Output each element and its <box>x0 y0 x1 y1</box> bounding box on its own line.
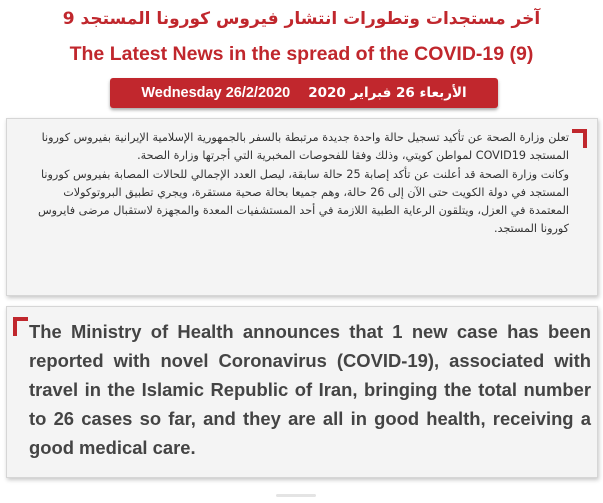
corner-bracket-icon <box>13 317 28 336</box>
corner-bracket-icon <box>572 129 587 148</box>
footer-divider <box>276 494 316 497</box>
date-banner <box>110 78 498 108</box>
arabic-announcement-box <box>6 118 598 296</box>
title-english: The Latest News in the spread of the COVID-19 (9) <box>69 43 534 65</box>
arabic-paragraph-1: تعلن وزارة الصحة عن تأكيد تسجيل حالة واحدة جديدة مرتبطة بالسفر بالجمهورية الإسلامية الإيرانية بفيروس كورونا المستجد COVID19 لمواطن كويتي، وذلك وفقا للفحوصات المخبرية التي أجرتها وزارة الصحة. <box>41 131 569 163</box>
arabic-announcement-text <box>21 129 569 239</box>
arabic-paragraph-2: وكانت وزارة الصحة قد أعلنت عن تأكد إصابة 25 حالة سابقة، ليصل العدد الإجمالي للحالات المصابة بفيروس كورونا المستجد في دولة الكويت حتى الآن إلى 26 حالة، وهم جميعا بحالة صحية مستقرة، ويجري تطبيق البروتوكولات المعتمدة في العزل، ويتلقون الرعاية الطبية اللازمة في أحد المستشفيات المعدة والمجهزة لاستقبال مرضى فايروس كورونا المستجد. <box>38 167 569 236</box>
english-announcement-box <box>6 306 598 478</box>
date-arabic: الأربعاء 26 فبراير 2020 <box>308 85 467 101</box>
title-arabic: آخر مستجدات وتطورات انتشار فيروس كورونا المستجد 9 <box>62 9 541 29</box>
date-english: Wednesday 26/2/2020 <box>141 85 291 101</box>
english-announcement-text: The Ministry of Health announces that 1 new case has been reported with novel Coronavirus (COVID-19), associated with travel in the Islamic Republic of Iran, bringing the total number to 26 cases so far, and they are all in good health, receiving a good medical care. <box>29 321 591 458</box>
